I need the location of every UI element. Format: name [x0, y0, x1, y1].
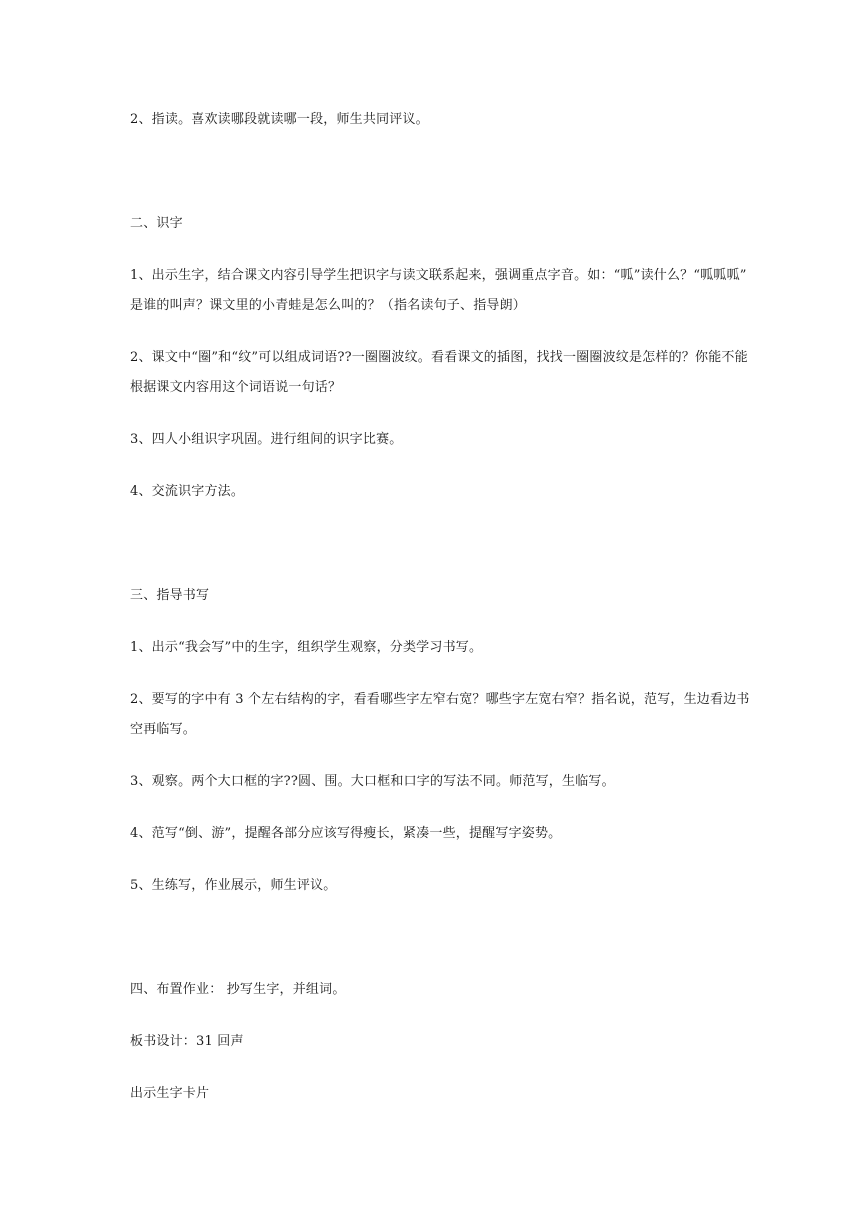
paragraph-practice-writing: 5、生练写，作业展示，师生评议。	[130, 878, 337, 893]
paragraph-group-consolidation: 3、四人小组识字巩固。进行组间的识字比赛。	[130, 432, 403, 447]
paragraph-left-right-structure-line2: 空再临写。	[130, 722, 197, 737]
section-heading-character-recognition: 二、识字	[130, 216, 183, 231]
paragraph-left-right-structure-line1: 2、要写的字中有 3 个左右结构的字，看看哪些字左窄右宽？哪些字左宽右窄？指名说，范写，生边看边书	[130, 692, 750, 707]
paragraph-guided-reading: 2、指读。喜欢读哪段就读哪一段，师生共同评议。	[130, 112, 429, 127]
paragraph-show-characters-line2: 是谁的叫声？课文里的小青蛙是怎么叫的？（指名读句子、指导朗）	[130, 298, 527, 313]
paragraph-show-character-cards: 出示生字卡片	[130, 1086, 210, 1101]
paragraph-board-design: 板书设计：31 回声	[130, 1034, 244, 1049]
paragraph-observe-enclosure: 3、观察。两个大口框的字??圆、围。大口框和口字的写法不同。师范写，生临写。	[130, 774, 615, 789]
section-heading-writing-guidance: 三、指导书写	[130, 588, 210, 603]
paragraph-show-characters-line1: 1、出示生字，结合课文内容引导学生把识字与读文联系起来，强调重点字音。如：“呱”读什么？“呱呱呱”	[130, 268, 747, 283]
paragraph-circle-ripples-line2: 根据课文内容用这个词语说一句话？	[130, 380, 342, 395]
paragraph-model-writing: 4、范写“倒、游”，提醒各部分应该写得瘦长，紧凑一些，提醒写字姿势。	[130, 826, 562, 841]
paragraph-share-methods: 4、交流识字方法。	[130, 484, 245, 499]
paragraph-circle-ripples-line1: 2、课文中“圈”和“纹”可以组成词语??一圈圈波纹。看看课文的插图，找找一圈圈波纹是怎样的？你能不能	[130, 350, 748, 365]
section-heading-homework: 四、布置作业： 抄写生字，并组词。	[130, 982, 346, 997]
paragraph-show-write-characters: 1、出示“我会写”中的生字，组织学生观察，分类学习书写。	[130, 640, 483, 655]
